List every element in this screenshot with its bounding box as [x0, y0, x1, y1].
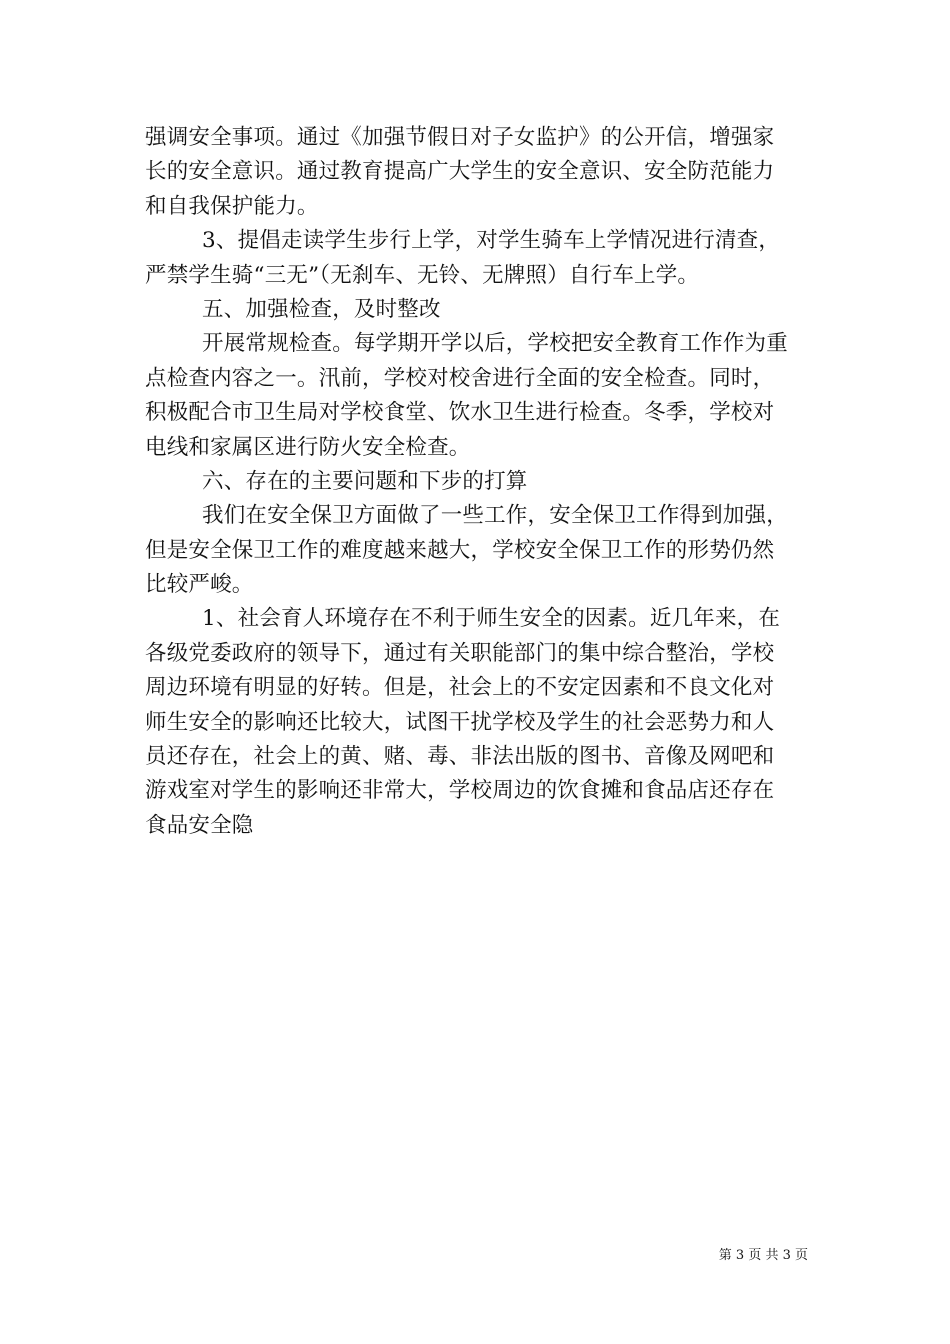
- text-line: 长的安全意识。通过教育提高广大学生的安全意识、安全防范能力: [145, 159, 775, 185]
- text-line: 各级党委政府的领导下，通过有关职能部门的集中综合整治，学校: [145, 640, 775, 666]
- section-heading: 六、存在的主要问题和下步的打算: [202, 468, 528, 494]
- section-heading: 五、加强检查，及时整改: [202, 296, 441, 322]
- text-line: 比较严峻。: [145, 572, 254, 598]
- text-line: 和自我保护能力。: [145, 193, 319, 219]
- text-line: 员还存在，社会上的黄、赌、毒、非法出版的图书、音像及网吧和: [145, 744, 775, 770]
- text-line: 点检查内容之一。汛前，学校对校舍进行全面的安全检查。同时，: [145, 365, 775, 391]
- text-line: 3、提倡走读学生步行上学，对学生骑车上学情况进行清查，: [202, 228, 781, 254]
- page-footer: [719, 1248, 808, 1264]
- text-line: 积极配合市卫生局对学校食堂、饮水卫生进行检查。冬季，学校对: [145, 400, 775, 426]
- text-line: 但是安全保卫工作的难度越来越大，学校安全保卫工作的形势仍然: [145, 537, 775, 563]
- body-text: [145, 121, 815, 843]
- text-line: 严禁学生骑“三无”（无刹车、无铃、无牌照）自行车上学。: [145, 262, 700, 288]
- page-number-label: 第 3 页 共 3 页: [718, 1248, 808, 1263]
- text-line: 游戏室对学生的影响还非常大，学校周边的饮食摊和食品店还存在: [145, 778, 775, 804]
- text-line: 食品安全隐: [145, 812, 254, 838]
- text-line: 电线和家属区进行防火安全检查。: [145, 434, 471, 460]
- text-line: 1、社会育人环境存在不利于师生安全的因素。近几年来，在: [202, 606, 781, 632]
- text-line: 开展常规检查。每学期开学以后，学校把安全教育工作作为重: [202, 331, 788, 357]
- text-line: 师生安全的影响还比较大，试图干扰学校及学生的社会恶势力和人: [145, 709, 775, 735]
- text-line: 强调安全事项。通过《加强节假日对子女监护》的公开信，增强家: [145, 125, 775, 150]
- text-line: 我们在安全保卫方面做了一些工作，安全保卫工作得到加强，: [202, 503, 788, 529]
- text-line: 周边环境有明显的好转。但是，社会上的不安定因素和不良文化对: [145, 675, 775, 701]
